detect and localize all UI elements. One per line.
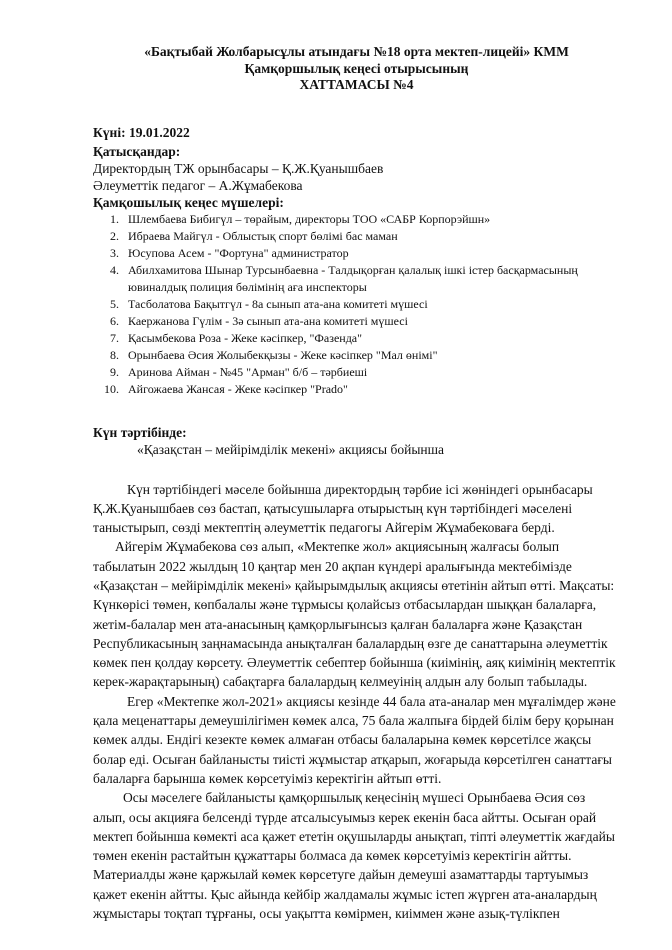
agenda-item: «Қазақстан – мейірімділік мекені» акциясы бойынша bbox=[137, 441, 445, 457]
list-item-number: 10. bbox=[104, 381, 119, 396]
text-line: қажет екенін айтты. Қыс айында кейбір жалдамалы жұмыс істеп жүрген ата-аналардың bbox=[93, 886, 597, 902]
list-item-text: Аринова Айман - №45 "Арман" б/б – тәрбиеші bbox=[128, 364, 368, 379]
text-line: жетім-балалар мен ата-анасының қамқорлығынсыз қалған балаларға және Қазақстан bbox=[93, 616, 583, 632]
text-line: Қ.Ж.Қуанышбаев сөз бастап, қатысушыларға отырыстың күн тәртібіндегі мәселені bbox=[93, 500, 573, 516]
list-item-number: 7. bbox=[110, 330, 119, 345]
text-line: керек-жарақтарының) сабақтарға балалардың келмеуінің алдын алу болып табылады. bbox=[93, 674, 588, 690]
list-item bbox=[93, 364, 598, 381]
list-item-text: Юсупова Асем - "Фортуна" администратор bbox=[128, 245, 349, 260]
protocol-number: ХАТТАМАСЫ №4 bbox=[299, 77, 414, 92]
text-line: болар еді. Осыған байланысты тиісті жұмыстар атқарып, жоғарыда көрсетілген санаттағы bbox=[93, 751, 612, 767]
text-line: Республикасының заңнамасында анықталған балалардың өзге де санаттарына әлеуметтік bbox=[93, 635, 608, 651]
members-label: Қамқошылық кеңес мүшелері: bbox=[93, 194, 284, 210]
list-item bbox=[93, 228, 598, 245]
text-line: «Қазақстан – мейірімділік мекені» қайырымдылық акциясы өтетінін айтып өтті. Мақсаты: bbox=[93, 577, 615, 593]
participants-label: Қатысқандар: bbox=[93, 143, 181, 159]
list-item-text: Орынбаева Әсия Жолыбекқызы - Жеке кәсіпкер "Мал өнімі" bbox=[128, 347, 438, 362]
participant-line: Әлеуметтік педагог – А.Жұмабекова bbox=[93, 177, 303, 193]
paragraph bbox=[93, 480, 598, 538]
list-item-text: Шлембаева Бибигүл – төрайым, директоры ТОО «САБР Корпорэйшн» bbox=[128, 211, 491, 226]
text-line: таныстырып, сөзді мектептің әлеуметтік педагогы Айгерім Жұмабековаға берді. bbox=[93, 520, 555, 536]
list-item bbox=[93, 330, 598, 347]
school-name: «Бақтыбай Жолбарысұлы атындағы №18 орта мектеп-лицейі» КММ bbox=[144, 44, 569, 59]
text-line: балаларға барынша көмек көрсетуіміз керектігін айтып өтті. bbox=[93, 770, 442, 786]
list-item-number: 5. bbox=[110, 296, 119, 311]
list-item-number: 8. bbox=[110, 347, 119, 362]
agenda-label: Күн тәртібінде: bbox=[93, 424, 187, 440]
paragraph bbox=[93, 788, 615, 923]
text-line: Айгерім Жұмабекова сөз алып, «Мектепке жол» акциясының жалғасы болып bbox=[115, 539, 560, 555]
text-line: Материалды және қаржылай көмек көрсетуге дайын демеуші азаматтарды тартуымыз bbox=[93, 867, 589, 883]
list-item-text: Каержанова Гүлім - 3ә сынып ата-ана комитеті мүшесі bbox=[128, 313, 408, 328]
text-line: Күнкөрісі төмен, көпбалалы және тұрмысы қолайсыз отбасылардан шыққан балаларға, bbox=[93, 597, 597, 613]
members-list bbox=[93, 211, 598, 398]
text-line: табылатын 2022 жылдың 10 қаңтар мен 20 ақпан күндері аралығында мектебімізде bbox=[93, 558, 572, 574]
list-item bbox=[93, 262, 598, 296]
list-item bbox=[93, 245, 598, 262]
text-line: қала меценаттары демеушілігімен көмек алса, 75 бала жалпыға бірдей білім беру қорынан bbox=[93, 713, 614, 729]
list-item-number: 9. bbox=[110, 364, 119, 379]
text-line: Күн тәртібіндегі мәселе бойынша директордың тәрбие ісі жөніндегі орынбасары bbox=[127, 481, 593, 497]
list-item bbox=[93, 296, 598, 313]
participant-line: Директордың ТЖ орынбасары – Қ.Ж.Қуанышбаев bbox=[93, 160, 384, 176]
list-item-text: Айгожаева Жансая - Жеке кәсіпкер "Prado" bbox=[128, 381, 348, 396]
paragraph bbox=[93, 692, 616, 788]
list-item-number: 1. bbox=[110, 211, 119, 226]
text-line: төмен екенін растайтын құжаттары болмаса да көмек көрсетуіміз керектігін айтты. bbox=[93, 848, 572, 864]
meeting-date: Күні: 19.01.2022 bbox=[93, 124, 190, 140]
text-line: мектеп бойынша көмекті аса қажет ететін оқушыларды анықтап, тіпті әлеуметтік жағдайы bbox=[93, 828, 615, 844]
paragraph bbox=[93, 537, 616, 691]
text-line: жұмыстары тоқтап тұрғаны, осы уақытта көмірмен, киіммен және азық-түлікпен bbox=[93, 906, 560, 922]
text-line: Егер «Мектепке жол-2021» акциясы кезінде 44 бала ата-аналар мен мұғалімдер және bbox=[127, 693, 616, 709]
council-meeting-title: Қамқоршылық кеңесі отырысының bbox=[244, 60, 469, 76]
list-item bbox=[93, 211, 598, 228]
list-item-number: 4. bbox=[110, 262, 119, 277]
list-item bbox=[93, 381, 598, 398]
document-header bbox=[115, 44, 598, 94]
list-item-text: Қасымбекова Роза - Жеке кәсіпкер, "Фазенда" bbox=[128, 330, 363, 345]
text-line: көмек пен қолдау көрсету. Әлеуметтік себептер бойынша (киімінің, аяқ киімінің мектептік bbox=[93, 655, 616, 671]
list-item-text: Абилхамитова Шынар Турсынбаевна - Талдықорған қалалық ішкі істер басқармасының ювиналдық полиция бөлімінің аға инспекторы bbox=[128, 262, 578, 294]
list-item bbox=[93, 313, 598, 330]
list-item-text: Тасболатова Бақытгүл - 8а сынып ата-ана комитеті мүшесі bbox=[128, 296, 428, 311]
text-line: Осы мәселеге байланысты қамқоршылық кеңесінің мүшесі Орынбаева Әсия сөз bbox=[123, 790, 586, 806]
list-item-number: 3. bbox=[110, 245, 119, 260]
list-item bbox=[93, 347, 598, 364]
list-item-text: Ибраева Майгүл - Облыстық спорт бөлімі бас маман bbox=[128, 228, 398, 243]
text-line: көмек алды. Ендігі кезекте көмек алмаған отбасы балаларына көмек көрсетілсе жақсы bbox=[93, 732, 592, 748]
list-item-number: 2. bbox=[110, 228, 119, 243]
minutes-body bbox=[93, 480, 616, 924]
text-line: алып, осы акцияға белсенді түрде атсалысуымыз керек екенін баса айтты. Осыған орай bbox=[93, 809, 597, 825]
list-item-number: 6. bbox=[110, 313, 119, 328]
